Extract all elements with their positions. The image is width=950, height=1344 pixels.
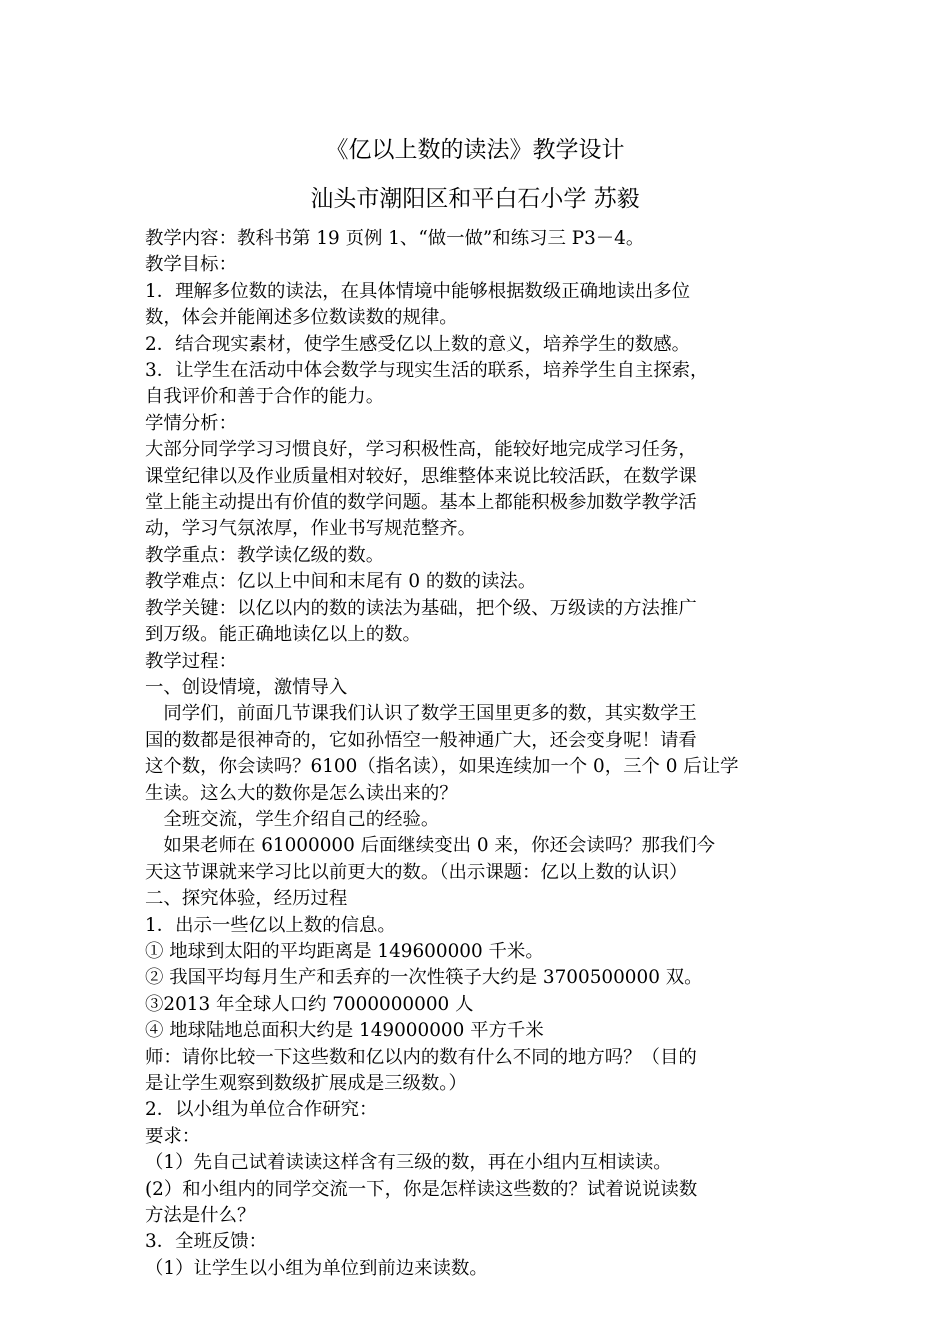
body-line: 教学过程：: [145, 650, 237, 672]
document-body: [145, 226, 810, 1282]
body-line: 教学内容：教科书第 19 页例 1、“做一做”和练习三 P3－4。: [145, 228, 645, 249]
body-line: 自我评价和善于合作的能力。: [145, 386, 385, 408]
body-line: 2．结合现实素材，使学生感受亿以上数的意义，培养学生的数感。: [145, 333, 691, 355]
body-line: ④ 地球陆地总面积大约是 149000000 平方千米: [145, 1020, 544, 1042]
body-line: 到万级。能正确地读亿以上的数。: [145, 624, 421, 646]
body-line: 二、探究体验，经历过程: [145, 888, 348, 910]
body-line: 堂上能主动提出有价值的数学问题。基本上都能积极参加数学教学活: [145, 492, 697, 514]
document-title: 《亿以上数的读法》教学设计: [325, 137, 625, 163]
body-line: 教学目标：: [145, 254, 237, 276]
body-line: 是让学生观察到数级扩展成是三级数。）: [145, 1073, 467, 1094]
body-line: 数，体会并能阐述多位数读数的规律。: [145, 307, 458, 329]
body-line: ② 我国平均每月生产和丢弃的一次性筷子大约是 3700500000 双。: [145, 967, 703, 989]
body-line: 教学重点：教学读亿级的数。: [145, 544, 385, 566]
body-line: （1）让学生以小组为单位到前边来读数。: [145, 1257, 488, 1279]
body-line: 课堂纪律以及作业质量相对较好，思维整体来说比较活跃，在数学课: [145, 465, 697, 487]
body-line: 师：请你比较一下这些数和亿以内的数有什么不同的地方吗？（目的: [145, 1046, 697, 1068]
body-line: 学情分析：: [145, 412, 237, 434]
body-line: 动，学习气氛浓厚，作业书写规范整齐。: [145, 518, 477, 540]
body-line: 这个数，你会读吗？6100（指名读），如果连续加一个 0，三个 0 后让学: [145, 756, 739, 778]
body-line: 教学难点：亿以上中间和末尾有 0 的数的读法。: [145, 571, 537, 593]
body-line: 1．理解多位数的读法，在具体情境中能够根据数级正确地读出多位: [145, 280, 691, 302]
body-line: (2）和小组内的同学交流一下，你是怎样读这些数的？试着说说读数: [145, 1178, 698, 1200]
body-line: 教学关键：以亿以内的数的读法为基础，把个级、万级读的方法推广: [145, 597, 697, 619]
body-line: 3．让学生在活动中体会数学与现实生活的联系，培养学生自主探索，: [145, 360, 709, 382]
body-line: 如果老师在 61000000 后面继续变出 0 来，你还会读吗？那我们今: [145, 835, 716, 857]
body-line: ① 地球到太阳的平均距离是 149600000 千米。: [145, 940, 544, 962]
body-line: 天这节课就来学习比以前更大的数。（出示课题：亿以上数的认识）: [145, 861, 688, 883]
body-line: 方法是什么？: [145, 1205, 256, 1227]
body-line: 国的数都是很神奇的，它如孙悟空一般神通广大，还会变身呢！请看: [145, 729, 697, 751]
body-line: 要求：: [145, 1125, 201, 1147]
body-line: 一、创设情境，激情导入: [145, 676, 348, 698]
body-line: （1）先自己试着读读这样含有三级的数，再在小组内互相读读。: [145, 1152, 672, 1174]
body-line: 1．出示一些亿以上数的信息。: [145, 914, 396, 936]
body-line: 3．全班反馈：: [145, 1231, 268, 1253]
body-line: 全班交流，学生介绍自己的经验。: [145, 808, 440, 830]
body-line: ③2013 年全球人口约 7000000000 人: [145, 993, 474, 1015]
body-line: 同学们，前面几节课我们认识了数学王国里更多的数，其实数学王: [145, 703, 697, 725]
body-line: 生读。这么大的数你是怎么读出来的？: [145, 782, 458, 804]
body-line: 大部分同学学习习惯良好，学习积极性高，能较好地完成学习任务，: [145, 439, 697, 461]
body-line: 2．以小组为单位合作研究：: [145, 1099, 378, 1121]
document-author: 汕头市潮阳区和平白石小学 苏毅: [310, 186, 640, 212]
